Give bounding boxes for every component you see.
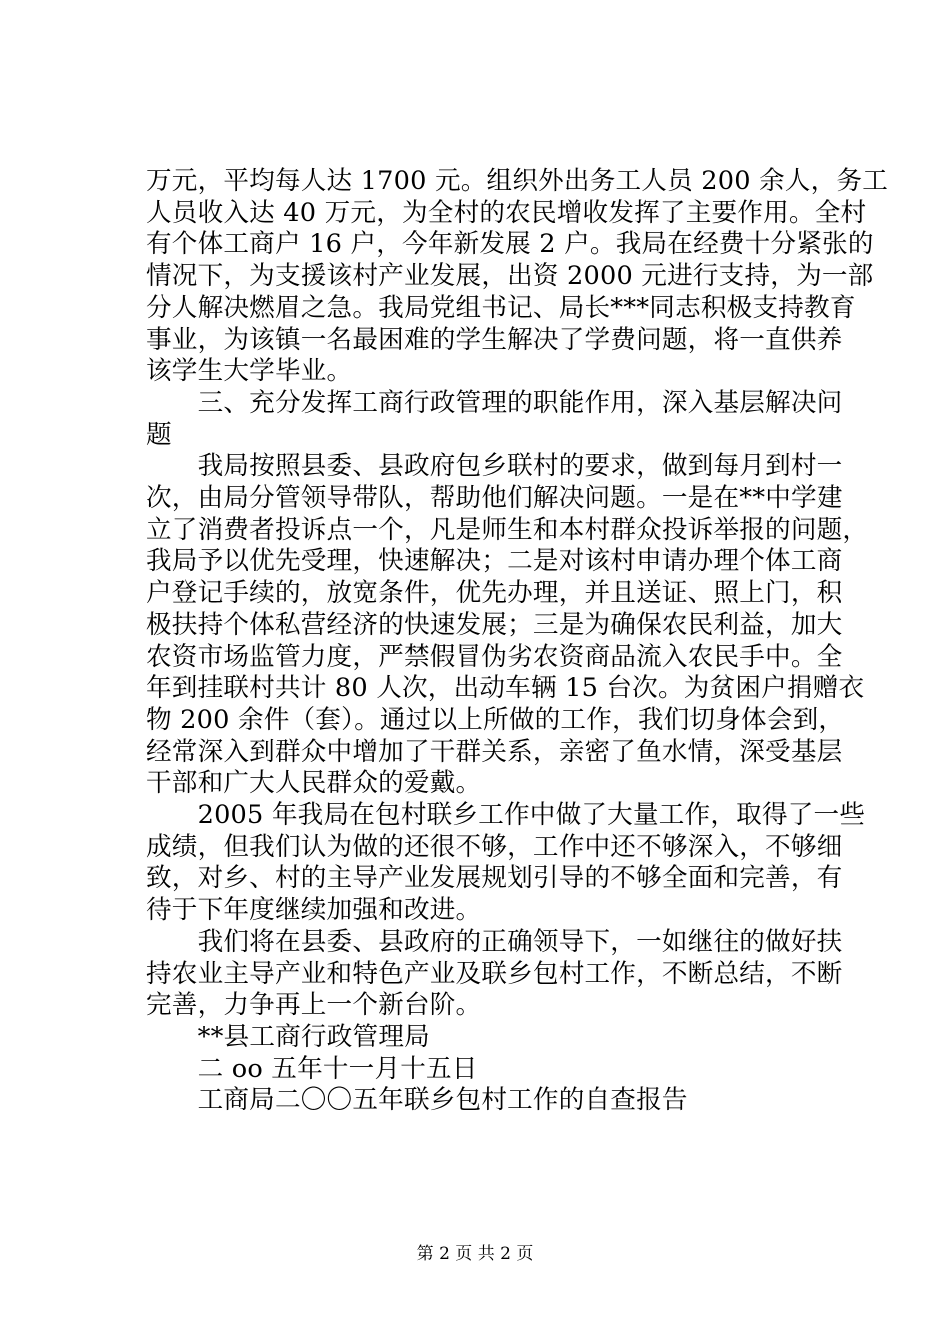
text-line: 人员收入达 40 万元，为全村的农民增收发挥了主要作用。全村 [146, 197, 867, 228]
text-line: 事业，为该镇一名最困难的学生解决了学费问题，将一直供养 [146, 324, 843, 355]
page-number: 第 2 页 共 2 页 [416, 1244, 534, 1264]
text-line: 立了消费者投诉点一个，凡是师生和本村群众投诉举报的问题， [146, 514, 869, 545]
text-line: 持农业主导产业和特色产业及联乡包村工作，不断总结，不断 [146, 958, 843, 989]
text-line: 该学生大学毕业。 [146, 356, 353, 387]
text-line: 我局予以优先受理，快速解决；二是对该村申请办理个体工商 [146, 546, 843, 577]
section-heading-line: 题 [146, 419, 172, 450]
text-line: 致，对乡、村的主导产业发展规划引导的不够全面和完善，有 [146, 863, 843, 894]
text-line: 极扶持个体私营经济的快速发展；三是为确保农民利益，加大 [146, 609, 843, 640]
text-line: 农资市场监管力度，严禁假冒伪劣农资商品流入农民手中。全 [146, 641, 843, 672]
signature-date: 二 oo 五年十一月十五日 [146, 1053, 478, 1084]
text-line: 情况下，为支援该村产业发展，出资 2000 元进行支持，为一部 [146, 261, 874, 292]
signature-organization: **县工商行政管理局 [146, 1021, 430, 1052]
section-heading-line: 三、充分发挥工商行政管理的职能作用，深入基层解决问 [146, 387, 843, 418]
text-line: 成绩，但我们认为做的还很不够，工作中还不够深入，不够细 [146, 831, 843, 862]
text-line: 干部和广大人民群众的爱戴。 [146, 768, 482, 799]
text-line: 完善，力争再上一个新台阶。 [146, 990, 482, 1021]
page-footer [0, 1243, 950, 1265]
text-line: 2005 年我局在包村联乡工作中做了大量工作，取得了一些 [146, 800, 866, 831]
text-line: 有个体工商户 16 户，今年新发展 2 户。我局在经费十分紧张的 [146, 229, 874, 260]
text-line: 分人解决燃眉之急。我局党组书记、局长***同志积极支持教育 [146, 292, 856, 323]
text-line: 我们将在县委、县政府的正确领导下，一如继往的做好扶 [146, 926, 843, 957]
text-line: 万元，平均每人达 1700 元。组织外出务工人员 200 余人，务工 [146, 166, 888, 196]
text-line: 次，由局分管领导带队，帮助他们解决问题。一是在**中学建 [146, 483, 843, 514]
text-line: 经常深入到群众中增加了干群关系，亲密了鱼水情，深受基层 [146, 736, 843, 767]
text-line: 我局按照县委、县政府包乡联村的要求，做到每月到村一 [146, 451, 843, 482]
document-title-line: 工商局二〇〇五年联乡包村工作的自查报告 [146, 1085, 688, 1116]
text-line: 户登记手续的，放宽条件，优先办理，并且送证、照上门，积 [146, 578, 843, 609]
text-line: 年到挂联村共计 80 人次，出动车辆 15 台次。为贫困户捐赠衣 [146, 673, 865, 704]
text-line: 物 200 余件（套）。通过以上所做的工作，我们切身体会到， [146, 704, 845, 735]
document-body [146, 166, 888, 1117]
text-line: 待于下年度继续加强和改进。 [146, 895, 482, 926]
